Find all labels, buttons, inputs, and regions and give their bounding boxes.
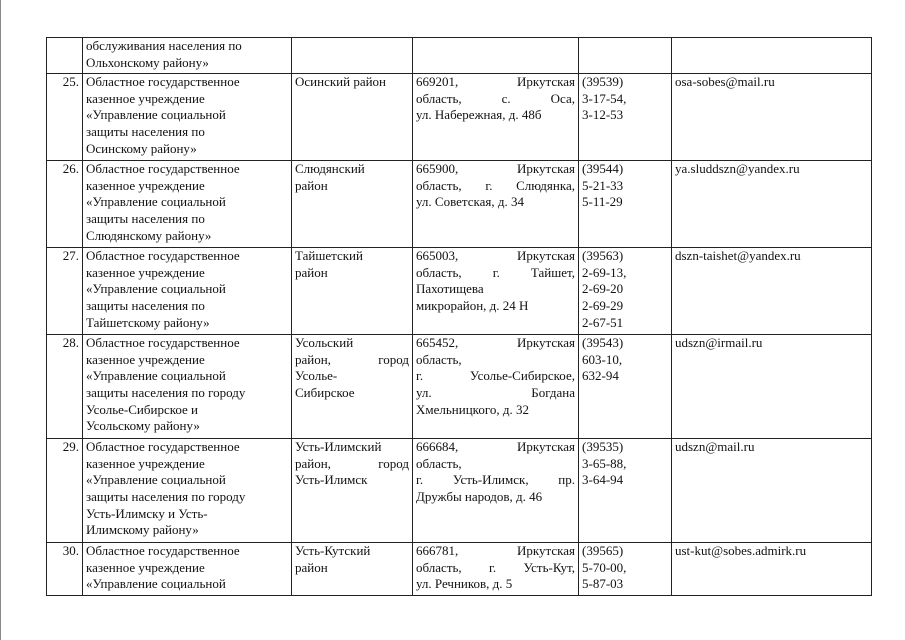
- row-number: 26.: [47, 161, 83, 248]
- address-cell: 665452, Иркутская область, г. Усолье-Сибирское, ул. Богдана Хмельницкого, д. 32: [413, 335, 579, 439]
- row-number: [47, 38, 83, 74]
- phone-cell: (39539) 3-17-54, 3-12-53: [579, 74, 672, 161]
- email-cell: udszn@mail.ru: [672, 439, 872, 543]
- district-cell: Осинский район: [292, 74, 413, 161]
- district-cell: Слюдянский район: [292, 161, 413, 248]
- page-left-edge: [0, 0, 1, 640]
- institution-name: Областное государственное казенное учреждение «Управление социальной: [83, 543, 292, 596]
- email-cell: [672, 38, 872, 74]
- table-row: [47, 161, 872, 248]
- institution-name: Областное государственное казенное учреждение «Управление социальной защиты населения по Тайшетскому району»: [83, 248, 292, 335]
- row-number: 25.: [47, 74, 83, 161]
- table-row: [47, 38, 872, 74]
- row-number: 30.: [47, 543, 83, 596]
- phone-cell: (39565) 5-70-00, 5-87-03: [579, 543, 672, 596]
- email-cell: dszn-taishet@yandex.ru: [672, 248, 872, 335]
- phone-cell: (39544) 5-21-33 5-11-29: [579, 161, 672, 248]
- district-cell: Усольский район, город Усолье- Сибирское: [292, 335, 413, 439]
- address-cell: 669201, Иркутская область, с. Оса, ул. Набережная, д. 48б: [413, 74, 579, 161]
- email-cell: ya.sluddszn@yandex.ru: [672, 161, 872, 248]
- table-row: [47, 248, 872, 335]
- table-row: [47, 543, 872, 596]
- row-number: 27.: [47, 248, 83, 335]
- district-cell: Тайшетский район: [292, 248, 413, 335]
- district-cell: Усть-Кутский район: [292, 543, 413, 596]
- row-number: 29.: [47, 439, 83, 543]
- district-cell: Усть-Илимский район, город Усть-Илимск: [292, 439, 413, 543]
- email-cell: osa-sobes@mail.ru: [672, 74, 872, 161]
- phone-cell: (39543) 603-10, 632-94: [579, 335, 672, 439]
- institutions-table: [46, 37, 872, 596]
- phone-cell: [579, 38, 672, 74]
- district-cell: [292, 38, 413, 74]
- email-cell: udszn@irmail.ru: [672, 335, 872, 439]
- phone-cell: (39563) 2-69-13, 2-69-20 2-69-29 2-67-51: [579, 248, 672, 335]
- address-cell: [413, 38, 579, 74]
- table-row: [47, 439, 872, 543]
- address-cell: 665003, Иркутская область, г. Тайшет, Пахотищева микрорайон, д. 24 Н: [413, 248, 579, 335]
- address-cell: 666684, Иркутская область, г. Усть-Илимск, пр. Дружбы народов, д. 46: [413, 439, 579, 543]
- institution-name: обслуживания населения по Ольхонскому району»: [83, 38, 292, 74]
- row-number: 28.: [47, 335, 83, 439]
- institution-name: Областное государственное казенное учреждение «Управление социальной защиты населения по Слюдянскому району»: [83, 161, 292, 248]
- address-cell: 665900, Иркутская область, г. Слюдянка, ул. Советская, д. 34: [413, 161, 579, 248]
- phone-cell: (39535) 3-65-88, 3-64-94: [579, 439, 672, 543]
- email-cell: ust-kut@sobes.admirk.ru: [672, 543, 872, 596]
- institution-name: Областное государственное казенное учреждение «Управление социальной защиты населения по городу Усть-Илимску и Усть- Илимскому району»: [83, 439, 292, 543]
- table-row: [47, 74, 872, 161]
- institution-name: Областное государственное казенное учреждение «Управление социальной защиты населения по городу Усолье-Сибирское и Усольскому району»: [83, 335, 292, 439]
- institution-name: Областное государственное казенное учреждение «Управление социальной защиты населения по Осинскому району»: [83, 74, 292, 161]
- address-cell: 666781, Иркутская область, г. Усть-Кут, ул. Речников, д. 5: [413, 543, 579, 596]
- table-row: [47, 335, 872, 439]
